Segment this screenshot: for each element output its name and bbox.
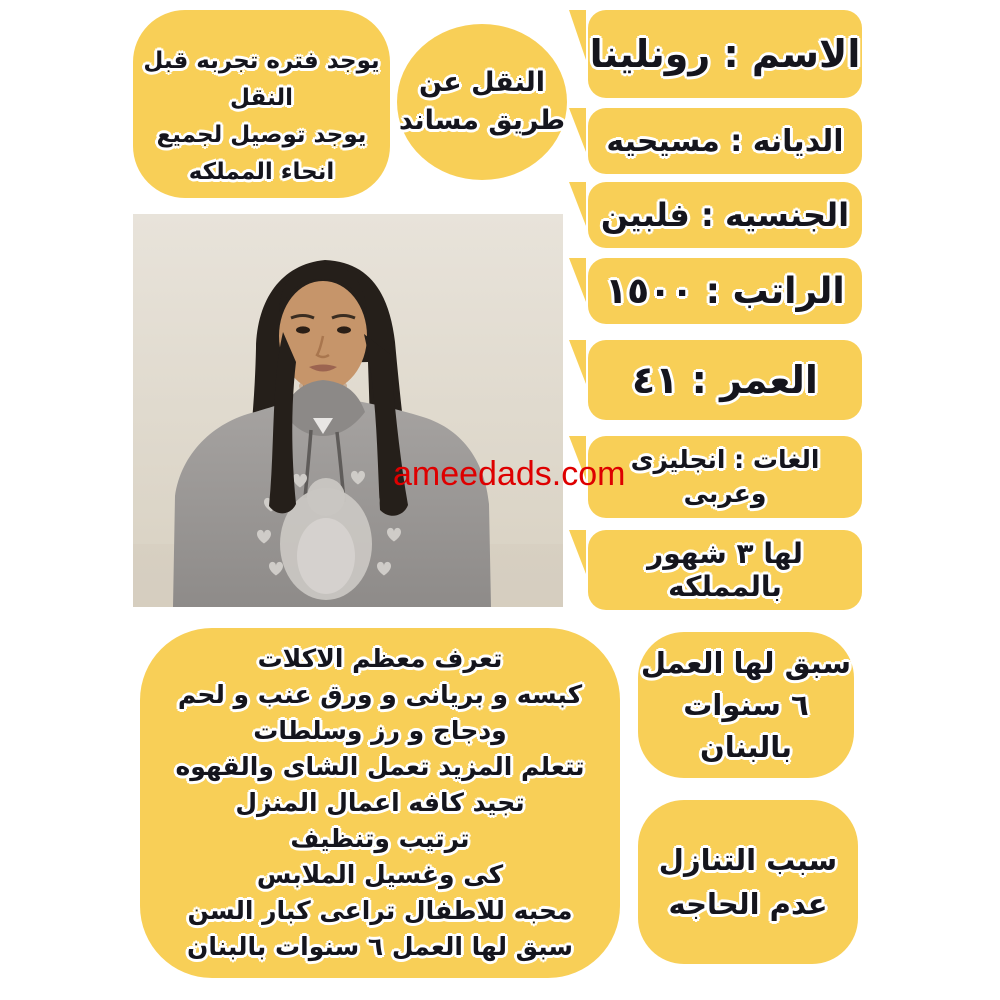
profile-religion-text: الديانه : مسيحيه xyxy=(606,123,844,159)
profile-bubble-nationality xyxy=(588,182,862,248)
profile-age-text: العمر : ٤١ xyxy=(632,358,818,402)
reason-bubble xyxy=(638,800,858,964)
profile-bubble-languages xyxy=(588,436,862,518)
watermark: ameedads.com xyxy=(393,455,626,493)
bubble-tail xyxy=(569,10,586,60)
trial-note-text: يوجد فتره تجربه قبل النقل يوجد توصيل لجميع انحاء المملكه xyxy=(143,48,380,185)
profile-languages-text: الغات : انجليزى وعربى xyxy=(630,445,820,508)
profile-bubble-residency xyxy=(588,530,862,610)
bubble-tail xyxy=(569,182,586,226)
bubble-tail xyxy=(569,108,586,152)
bubble-tail xyxy=(569,340,586,384)
bubble-tail xyxy=(569,258,586,302)
skills-text: تعرف معظم الاكلات كبسه و بريانى و ورق عنب و لحم ودجاج و رز وسلطات تتعلم المزيد تعمل الشاى والقهوه تجيد كافه اعمال المنزل ترتيب وتنظيف كى وغسيل الملابس محبه للاطفال تراعى كبار السن سبق لها العمل ٦ سنوات بالبنان xyxy=(175,644,585,961)
profile-bubble-religion xyxy=(588,108,862,174)
profile-bubble-age xyxy=(588,340,862,420)
skills-bubble xyxy=(140,628,620,978)
experience-bubble xyxy=(638,632,854,778)
bubble-tail xyxy=(569,530,586,574)
trial-note-bubble xyxy=(133,10,390,198)
portrait-photo xyxy=(133,214,563,607)
reason-text: سبب التنازل عدم الحاجه xyxy=(658,843,838,921)
profile-bubble-name xyxy=(588,10,862,98)
experience-text: سبق لها العمل ٦ سنوات بالبنان xyxy=(640,646,852,764)
profile-bubble-salary xyxy=(588,258,862,324)
profile-residency-text: لها ٣ شهور بالمملكه xyxy=(647,537,803,603)
musaned-transfer-circle xyxy=(397,24,567,180)
profile-name-text: الاسم : رونلينا xyxy=(589,32,861,76)
musaned-transfer-text: النقل عن طريق مساند xyxy=(398,67,566,136)
profile-nationality-text: الجنسيه : فلبين xyxy=(600,196,850,234)
profile-salary-text: الراتب : ١٥٠٠ xyxy=(605,270,845,312)
